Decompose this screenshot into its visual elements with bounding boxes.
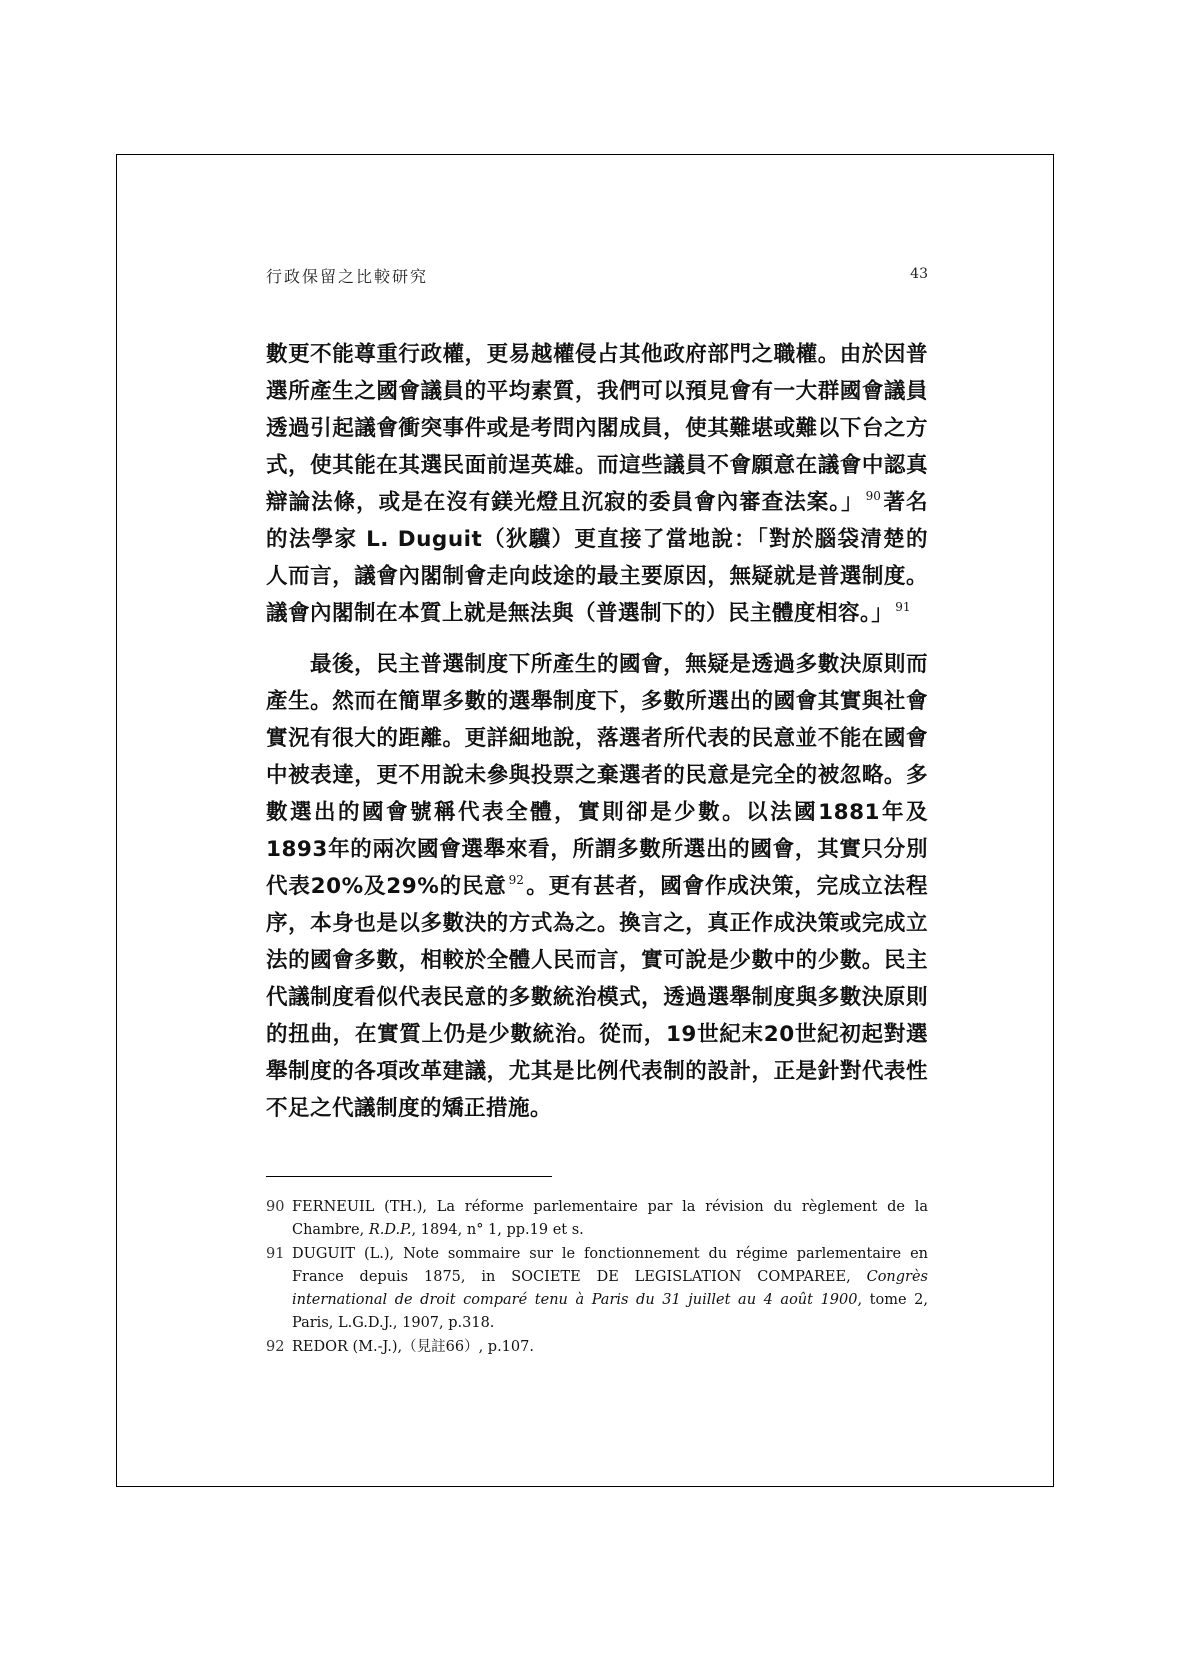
footnote-reference: 91 (895, 600, 911, 614)
body-paragraph (266, 646, 928, 1127)
paragraph-text: 。更有甚者，國會作成決策，完成立法程序，本身也是以多數決的方式為之。換言之，真正作成決策或完成立法的國會多數，相較於全體人民而言，實可說是少數中的少數。民主代議制度看似代表民意的多數統治模式，透過選舉制度與多數決原則的扭曲，在實質上仍是少數統治。從而，19世紀末20世紀初起對選舉制度的各項改革建議，尤其是比例代表制的設計，正是針對代表性不足之代議制度的矯正措施。 (266, 874, 928, 1121)
footnote-number: 92 (266, 1339, 285, 1355)
footnote (266, 1196, 928, 1242)
footnote-segment: REDOR (M.-J.),（見註66）, p.107. (292, 1339, 534, 1355)
footnote-text (292, 1196, 928, 1242)
paragraph-text: 最後，民主普選制度下所產生的國會，無疑是透過多數決原則而產生。然而在簡單多數的選舉制度下，多數所選出的國會其實與社會實況有很大的距離。更詳細地說，落選者所代表的民意並不能在國會中被表達，更不用說未參與投票之棄選者的民意是完全的被忽略。多數選出的國會號稱代表全體，實則卻是少數。以法國1881年及1893年的兩次國會選舉來看，所謂多數所選出的國會，其實只分別代表20%及29%的民意 (266, 652, 928, 899)
page-number: 43 (910, 266, 928, 282)
footnote-segment: , 1894, n° 1, pp.19 et s. (411, 1222, 584, 1238)
running-head (266, 264, 928, 288)
footnote-italic-title: R.D.P. (368, 1222, 412, 1238)
footnote-reference: 90 (865, 489, 881, 503)
footnote (266, 1243, 928, 1335)
footnote-text (292, 1243, 928, 1335)
body-paragraph (266, 336, 928, 632)
footnotes (266, 1196, 928, 1360)
footnote-segment: FERNEUIL (TH.), La réforme parlementaire par la révision du règlement de la Chambre, (292, 1199, 928, 1238)
footnote-number: 90 (266, 1199, 285, 1215)
footnote-italic-title: Congrès international de droit comparé tenu à Paris du 31 juillet au 4 août 1900 (292, 1269, 928, 1308)
footnote-separator (266, 1176, 552, 1177)
running-head-title: 行政保留之比較研究 (266, 267, 429, 286)
footnote (266, 1336, 928, 1359)
footnote-reference: 92 (508, 873, 524, 887)
body-text (266, 336, 928, 1127)
footnote-number: 91 (266, 1246, 285, 1262)
paragraph-text: 數更不能尊重行政權，更易越權侵占其他政府部門之職權。由於因普選所產生之國會議員的平均素質，我們可以預見會有一大群國會議員透過引起議會衝突事件或是考問內閣成員，使其難堪或難以下台之方式，使其能在其選民面前逞英雄。而這些議員不會願意在議會中認真辯論法條，或是在沒有鎂光燈且沉寂的委員會內審查法案。」 (266, 342, 928, 515)
footnote-text (292, 1336, 928, 1359)
footnote-segment: DUGUIT (L.), Note sommaire sur le fonctionnement du régime parlementaire en France depuis 1875, in SOCIETE DE LEGISLATION COMPAREE, (292, 1246, 928, 1285)
footnote-segment: , tome 2, Paris, L.G.D.J., 1907, p.318. (292, 1292, 928, 1331)
paragraph-text: 著名的法學家 L. Duguit（狄驥）更直接了當地說：「對於腦袋清楚的人而言，議會內閣制會走向歧途的最主要原因，無疑就是普選制度。議會內閣制在本質上就是無法與（普選制下的）民主體度相容。」 (266, 490, 928, 626)
